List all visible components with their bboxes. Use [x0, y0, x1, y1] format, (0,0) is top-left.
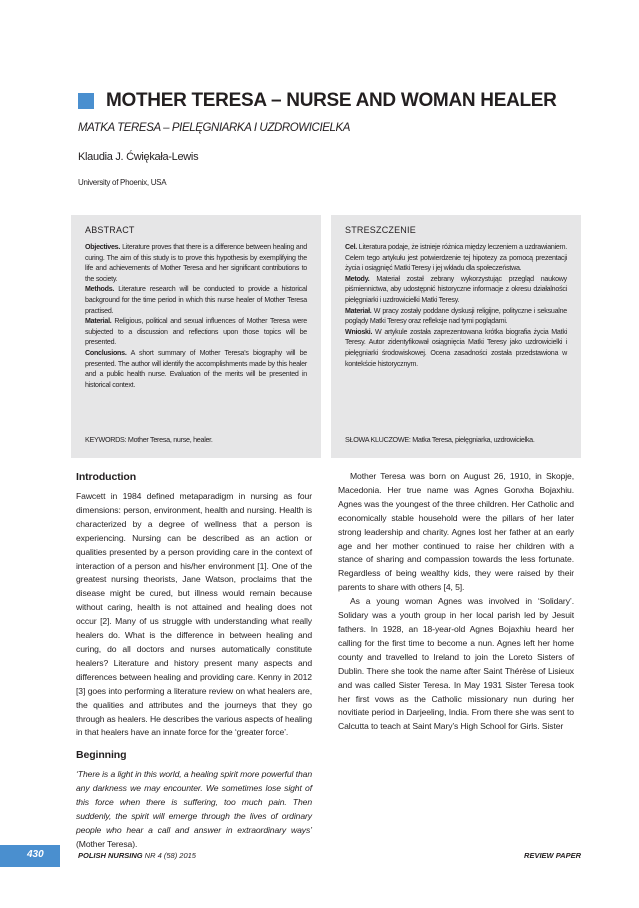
article-title: MOTHER TERESA – NURSE AND WOMAN HEALER — [106, 90, 557, 111]
streszczenie-cel-text: Literatura podaje, że istnieje różnica między leczeniem a uzdrawianiem. Celem tego artykułu jest potwierdzenie tej hipotezy za pomocą prezentacji życia i osiągnięć Matki Teresy i jej wkładu dla społeczeństwa. — [345, 243, 567, 273]
journal-name: POLISH NURSING — [78, 851, 143, 860]
author-name: Klaudia J. Ćwiękała-Lewis — [78, 151, 199, 163]
article-type: REVIEW PAPER — [524, 851, 581, 860]
streszczenie-cel — [345, 242, 567, 274]
streszczenie-material — [345, 306, 567, 327]
abstract-methods-label: Methods. — [85, 285, 115, 294]
paragraph-introduction: Fawcett in 1984 defined metaparadigm in nursing as four dimensions: person, environment, health and nursing. Health is characterized by a degree of wellness that a person is experiencing. Nursing can be described as an action or qualities presented by a person providing care in the context of interaction of a person and his/her environment [1]. One of the greatest nursing theorists, Jane Watson, proclaims that the disease might be cured, but illness would remain because without caring, health is not attained and healing does not occur [2]. Many of us struggle with understanding what really healers do. What is the difference in between healing and curing, do all doctors and nurses automatically constitute healers? Literature and history present many aspects and differences between healing and providing care. Kenny in 2012 [3] goes into performing a literature review on what healers are, the qualities and attributes and the journeys that they go through as healers. He describes the various aspects of healing in that healers have an innate force for the ‘greater force’. — [76, 491, 312, 738]
abstract-material — [85, 316, 307, 348]
streszczenie-keywords: SŁOWA KLUCZOWE: Matka Teresa, pielęgniarka, uzdrowicielka. — [345, 435, 535, 444]
abstract-body — [85, 242, 307, 390]
abstract-conclusions-label: Conclusions. — [85, 348, 127, 357]
body-column-right — [338, 470, 574, 734]
abstract-english-box — [71, 215, 321, 458]
streszczenie-wnioski-text: W artykule została zaprezentowana krótka biografia życia Matki Teresy. Autor zidentyfikował osiągnięcia Matki Teresy jako uzdrowicielki i pielęgniarki środowiskowej. Ocena zasadności została przedstawiona w kontekście historycznym. — [345, 327, 567, 368]
streszczenie-material-text: W pracy zostały poddane dyskusji religijne, polityczne i seksualne poglądy Matki Teresy oraz refleksje nad tymi poglądami. — [345, 306, 567, 326]
paragraph-quote — [76, 768, 312, 851]
streszczenie-metody-label: Metody. — [345, 274, 370, 283]
abstract-objectives — [85, 242, 307, 284]
streszczenie-cel-label: Cel. — [345, 243, 358, 251]
title-row — [78, 88, 598, 114]
abstract-objectives-text: Literature proves that there is a difference between healing and curing. The aim of this study is to prove this hypothesis by exemplifying the life and achievements of Mother Teresa and her significant contributions to the society. — [85, 243, 307, 283]
abstract-conclusions-text: A short summary of Mother Teresa's biography will be presented. The author will identify the accomplishments made by this healer and a public health nurse. Evaluation of the merits will be presented in historical context. — [85, 348, 307, 389]
author-affiliation: University of Phoenix, USA — [78, 178, 167, 187]
article-subtitle-polish: MATKA TERESA – PIELĘGNIARKA I UZDROWICIELKA — [78, 122, 351, 134]
abstract-polish-box — [331, 215, 581, 458]
abstract-methods-text: Literature research will be conducted to provide a historical background for the time period in which this nurse healer of Mother Teresa practised. — [85, 285, 307, 315]
abstract-conclusions — [85, 348, 307, 390]
streszczenie-material-label: Materiał. — [345, 306, 372, 315]
paragraph-birth: Mother Teresa was born on August 26, 1910, in Skopje, Macedonia. Her true name was Agnes Gonxha Bojaxhiu. Agnes was the youngest of the three children. Her Catholic and economically stable household were the pillars of her later strong leadership and charity. Agnes lost her father at an early age and her mother continued to raise her children with a stance of sharing and compassion towards the less fortunate. Regardless of being wealthy kids, they were raised by their parents to share with others [4, 5]. — [338, 471, 574, 593]
abstract-objectives-label: Objectives. — [85, 243, 121, 251]
section-heading-introduction: Introduction — [76, 471, 137, 483]
streszczenie-heading: STRESZCZENIE — [345, 225, 416, 235]
streszczenie-body — [345, 242, 567, 369]
streszczenie-metody — [345, 274, 567, 306]
streszczenie-metody-text: Materiał został zebrany wykorzystując przegląd naukowy piśmiennictwa, aby udostępnić historyczne informacje z okresu działalności pielęgniarki i uzdrowicielki Matki Teresy. — [345, 274, 567, 304]
abstract-methods — [85, 284, 307, 316]
abstract-heading: ABSTRACT — [85, 225, 135, 235]
streszczenie-wnioski — [345, 327, 567, 369]
page-footer — [0, 845, 639, 867]
title-accent-square — [78, 93, 94, 109]
journal-citation — [78, 851, 196, 860]
quote-attribution: (Mother Teresa). — [76, 838, 138, 849]
paragraph-solidary: As a young woman Agnes was involved in ‘Solidary’. Solidary was a youth group in her local parish led by Jesuit fathers. In 1928, an 18-year-old Agnes Bojaxhiu heard her calling for the first time to become a nun. Agnes left her home county and travelled to Ireland to join the Loreto Sisters of Dublin. There she took the name after Saint Thérèse of Lisieux and was called Sister Teresa. In May 1931 Sister Teresa took her first vows as the Catholic missionary nun during her novitiate period in Darjeeling, India. From there she was sent to Calcutta to teach at Saint Mary’s High School for Girls. Sister — [338, 596, 574, 732]
page-number-box — [0, 845, 60, 867]
page-number: 430 — [27, 849, 44, 860]
journal-issue: NR 4 (58) 2015 — [142, 851, 196, 860]
abstract-keywords: KEYWORDS: Mother Teresa, nurse, healer. — [85, 435, 213, 444]
quote-text: ‘There is a light in this world, a healing spirit more powerful than any darkness we may encounter. We sometimes lose sight of this force when there is suffering, too much pain. Then suddenly, the spirit will emerge through the lives of ordinary people who hear a call and answer in extraordinary ways’ — [76, 769, 312, 835]
abstract-material-text: Religious, political and sexual influences of Mother Teresa were subjected to a discussion and reflections upon those topics will be presented. — [85, 317, 307, 347]
streszczenie-wnioski-label: Wnioski. — [345, 327, 373, 336]
body-column-left — [76, 470, 312, 852]
section-heading-beginning: Beginning — [76, 749, 127, 762]
abstract-material-label: Material. — [85, 317, 112, 326]
